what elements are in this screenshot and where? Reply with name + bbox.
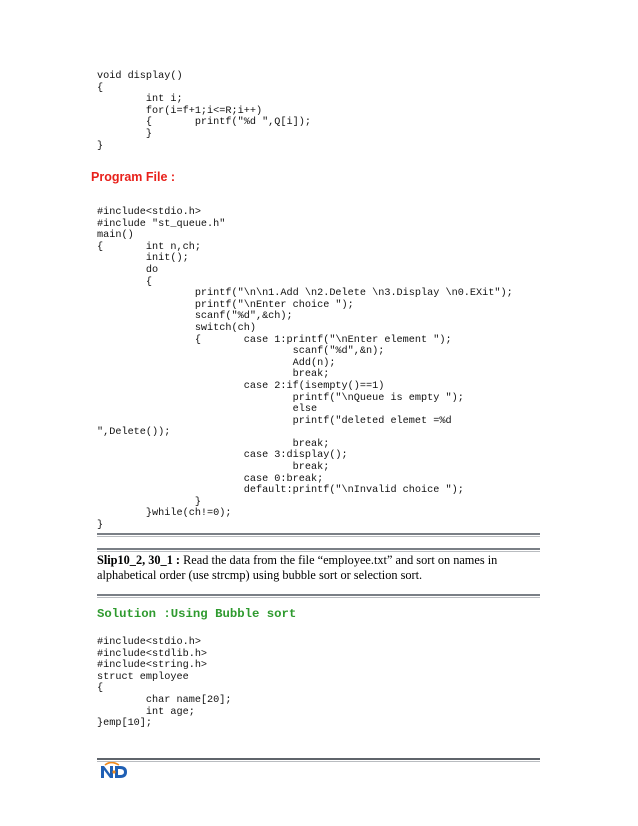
slip-question-text: Read the data from the file “employee.txt” and sort on names in alphabetical order (use strcmp) using bubble sort or selection sort. <box>97 553 498 582</box>
solution-heading: Solution :Using Bubble sort <box>97 607 297 621</box>
slip-question <box>97 553 537 583</box>
divider <box>97 533 540 537</box>
slip-label: Slip10_2, 30_1 : <box>97 553 181 567</box>
code-block-employee-struct: #include<stdio.h> #include<stdlib.h> #include<string.h> struct employee { char name[20]; int age; }emp[10]; <box>97 637 232 730</box>
divider <box>97 594 540 598</box>
publisher-logo <box>99 762 129 780</box>
code-block-main-program: #include<stdio.h> #include "st_queue.h" main() { int n,ch; init(); do { printf("\n\n1.Add \n2.Delete \n3.Display \n0.EXit"); printf("\nEnter choice "); scanf("%d",&ch); switch(ch) { case 1:printf("\nEnter element "); scanf("%d",&n); Add(n); break; case 2:if(isempty()==1) printf("\nQueue is empty "); else printf("deleted elemet =%d ",Delete()); break; case 3:display(); break; case 0:break; default:printf("\nInvalid choice "); } }while(ch!=0); } <box>97 207 513 532</box>
code-block-display-function: void display() { int i; for(i=f+1;i<=R;i++) { printf("%d ",Q[i]); } } <box>97 71 311 152</box>
footer-divider <box>97 758 540 762</box>
program-file-heading: Program File : <box>91 170 176 184</box>
divider <box>97 548 540 552</box>
